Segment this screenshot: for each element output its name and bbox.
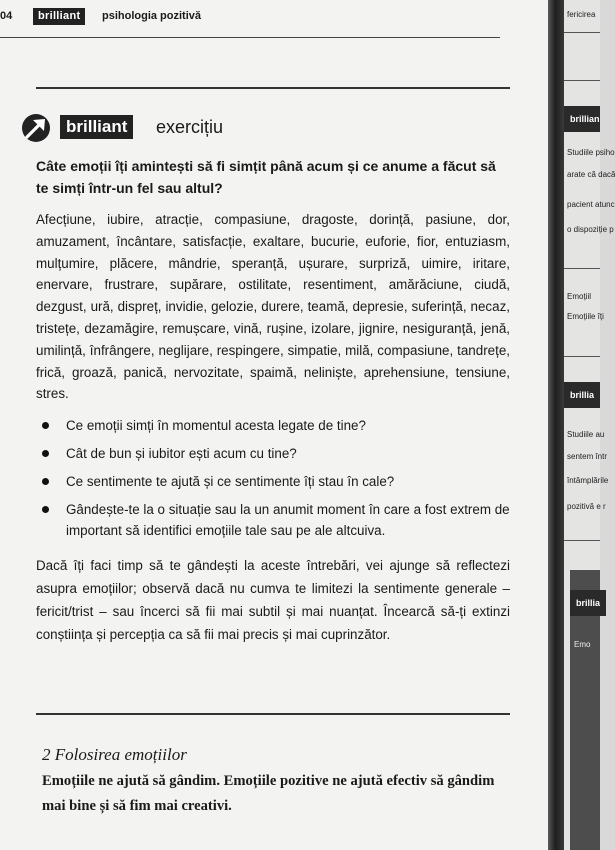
adjacent-rule <box>564 356 600 357</box>
adjacent-text: sentem într <box>567 452 608 461</box>
header-brand-label: brilliant <box>33 8 85 25</box>
adjacent-text: întâmplările <box>567 476 609 485</box>
adjacent-text: Emoțiil <box>567 292 592 301</box>
adjacent-brand-bar: brillian <box>564 106 600 132</box>
adjacent-brand-bar: brillia <box>570 590 606 616</box>
series-title: psihologia pozitivă <box>102 10 202 22</box>
bullet-icon <box>42 450 49 457</box>
adjacent-brand-bar: brillia <box>564 382 600 408</box>
adjacent-text: pozitivă e r <box>567 502 606 511</box>
adjacent-text: pacient atunc <box>567 200 615 209</box>
adjacent-rule <box>564 268 600 269</box>
box-bottom-rule <box>36 713 510 715</box>
exercise-brand-label: brilliant <box>60 115 133 139</box>
exercise-content <box>36 155 510 646</box>
list-item: Cât de bun și iubitor ești acum cu tine? <box>36 443 510 465</box>
adjacent-rule <box>564 540 600 541</box>
header-rule <box>0 37 500 38</box>
list-item: Ce sentimente te ajută și ce sentimente îți stau în cale? <box>36 471 510 493</box>
adjacent-text: Emo <box>574 640 591 649</box>
section-heading: 2 Folosirea emoțiilor <box>42 745 187 764</box>
page-header <box>0 8 548 28</box>
page-number: 04 <box>0 10 13 22</box>
adjacent-text: Emoțiile îți <box>567 312 604 321</box>
adjacent-text: o dispoziție p <box>567 225 614 234</box>
exercise-kind-label: exercițiu <box>156 117 224 137</box>
question-bullet-list <box>36 415 510 542</box>
box-top-rule <box>36 87 510 89</box>
bullet-icon <box>42 478 49 485</box>
adjacent-text: arate că dacă <box>567 170 615 179</box>
emotions-list: Afecțiune, iubire, atracție, compasiune, dragoste, dorință, pasiune, dor, amuzament, încântare, satisfacție, exaltare, bucurie, euforie, fior, entuziasm, mulțumire, plăcere, mândrie, speranță, ușurare, surpriză, uimire, iritare, enervare, frustrare, supărare, ostilitate, resentiment, amărăciune, ciudă, dezgust, ură, dispreț, invidie, gelozie, durere, teamă, depresie, suferință, necaz, tristețe, dezamăgire, remușcare, vină, rușine, izolare, jignire, nesiguranță, jenă, umilință, înfrângere, neglijare, respingere, simpatie, milă, compasiune, tandrețe, frică, groază, panică, nervozitate, spaimă, neliniște, aprehensiune, tensiune, stres. <box>36 212 510 402</box>
exercise-question: Câte emoții îți amintești să fi simțit până acum și ce anume a făcut să te simți într-un fel sau altul? <box>36 158 496 196</box>
section-paragraph: Emoțiile ne ajută să gândim. Emoțiile pozitive ne ajută efectiv să gândim mai bine și să fim mai creativi. <box>42 773 495 814</box>
list-item: Ce emoții simți în momentul acesta legate de tine? <box>36 415 510 437</box>
list-item: Gândește-te la o situație sau la un anumit moment în care a fost extrem de important să identifici emoțiile tale sau pe ale altcuiva. <box>36 499 510 543</box>
reflection-paragraph: Dacă îți faci timp să te gândești la aceste întrebări, vei ajunge să reflectezi asupra emoțiilor; observă dacă nu cumva te limitezi la sentimente generale – fericit/trist – sau încerci să fii mai subtil și mai nuanțat. Încearcă să-ți extinzi conștiința și percepția ca să fii mai precis și mai cuprinzător. <box>36 558 510 643</box>
bullet-icon <box>42 506 49 513</box>
arrow-up-right-icon <box>18 110 54 144</box>
book-page-right-edge <box>564 0 615 850</box>
adjacent-header: fericirea <box>567 10 596 19</box>
bullet-icon <box>42 422 49 429</box>
adjacent-text: Studiile au <box>567 430 605 439</box>
book-gutter <box>548 0 564 850</box>
adjacent-rule <box>564 32 600 33</box>
exercise-box-title <box>18 110 418 144</box>
adjacent-text: Studiile psiho <box>567 148 615 157</box>
adjacent-rule <box>564 80 600 81</box>
